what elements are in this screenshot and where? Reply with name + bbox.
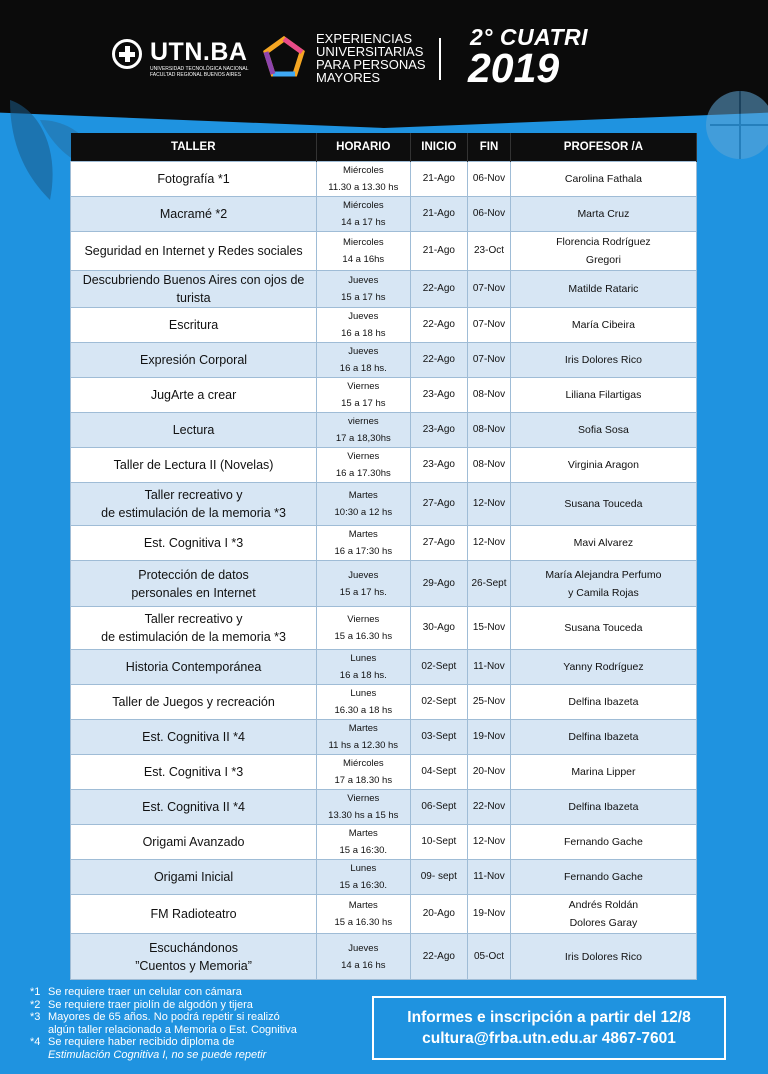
horario-cell-line: 15 a 17 hs.: [339, 586, 387, 598]
table-row: [71, 720, 697, 755]
horario-cell: [317, 448, 410, 483]
profesor-cell-line: Marta Cruz: [577, 208, 630, 220]
program-title-line: PARA PERSONAS: [316, 57, 426, 72]
horario-cell-line: 11 hs a 12.30 hs: [328, 740, 399, 751]
horario-cell: [317, 650, 410, 685]
horario-cell: [317, 790, 410, 825]
fin-cell: 07-Nov: [468, 343, 511, 378]
taller-cell: [71, 162, 317, 197]
horario-cell-line: 17 a 18.30 hs: [334, 775, 393, 786]
taller-cell-line: Taller de Lectura II (Novelas): [113, 458, 274, 472]
table-row: [71, 755, 697, 790]
profesor-cell: [510, 197, 696, 232]
inicio-cell: 30-Ago: [410, 607, 468, 650]
inicio-cell: 29-Ago: [410, 561, 468, 607]
program-logo-icon: [262, 36, 306, 80]
program-title-line: UNIVERSITARIAS: [316, 44, 424, 59]
taller-cell: [71, 448, 317, 483]
fin-cell: 05-Oct: [468, 934, 511, 980]
inicio-cell: 09- sept: [410, 860, 468, 895]
profesor-cell-line: y Camila Rojas: [568, 586, 639, 599]
inicio-cell: 10-Sept: [410, 825, 468, 860]
inicio-cell: 27-Ago: [410, 526, 468, 561]
footnote: [30, 986, 360, 999]
fin-cell: 07-Nov: [468, 308, 511, 343]
decorative-globe: [690, 80, 768, 160]
profesor-cell-line: Mavi Alvarez: [573, 537, 634, 549]
utn-sub-line: FACULTAD REGIONAL BUENOS AIRES: [150, 72, 242, 78]
horario-cell-line: Jueves: [348, 942, 379, 954]
taller-cell: [71, 860, 317, 895]
utn-emblem-icon: [112, 39, 142, 69]
taller-cell: [71, 934, 317, 980]
horario-cell-line: 14 a 16hs: [342, 254, 385, 265]
table-row: [71, 650, 697, 685]
profesor-cell-line: Susana Touceda: [564, 622, 643, 634]
taller-cell-line: Macramé *2: [159, 207, 228, 221]
taller-cell: [71, 561, 317, 607]
profesor-cell-line: María Cibeira: [571, 319, 635, 331]
horario-cell-line: Lunes: [350, 653, 377, 664]
program-title: [316, 32, 436, 84]
horario-cell: [317, 162, 410, 197]
inicio-cell: 02-Sept: [410, 685, 468, 720]
taller-cell-line: Lectura: [172, 423, 215, 437]
horario-cell: [317, 685, 410, 720]
profesor-cell: [510, 860, 696, 895]
footnote-text: algún taller relacionado a Memoria o Est. Cognitiva: [48, 1023, 297, 1036]
horario-cell-line: 16 a 17:30 hs: [334, 546, 393, 557]
taller-cell: [71, 755, 317, 790]
horario-cell: [317, 343, 410, 378]
table-row: [71, 343, 697, 378]
horario-cell: [317, 413, 410, 448]
horario-cell-line: Viernes: [347, 793, 380, 804]
profesor-cell-line: Iris Dolores Rico: [564, 354, 642, 366]
profesor-cell: [510, 790, 696, 825]
fin-cell: 15-Nov: [468, 607, 511, 650]
horario-cell-line: 13.30 hs a 15 hs: [328, 810, 399, 821]
horario-cell: [317, 561, 410, 607]
horario-cell-line: 16 a 18 hs: [341, 328, 386, 339]
profesor-cell-line: Andrés Roldán: [568, 899, 639, 911]
horario-cell-line: 11.30 a 13.30 hs: [328, 182, 399, 193]
fin-cell: 08-Nov: [468, 448, 511, 483]
taller-cell: [71, 343, 317, 378]
utn-subtitle: [150, 66, 260, 78]
info-contact[interactable]: cultura@frba.utn.edu.ar 4867-7601: [422, 1030, 676, 1047]
profesor-cell-line: Sofia Sosa: [578, 424, 629, 436]
taller-cell: [71, 825, 317, 860]
inicio-cell: 22-Ago: [410, 308, 468, 343]
taller-cell: [71, 308, 317, 343]
footnote-mark: *2: [30, 998, 41, 1011]
horario-cell-line: 17 a 18,30hs: [335, 433, 391, 444]
horario-cell-line: 16 a 17.30hs: [335, 468, 391, 479]
table-row: [71, 685, 697, 720]
fin-cell: 22-Nov: [468, 790, 511, 825]
inicio-cell: 04-Sept: [410, 755, 468, 790]
inicio-cell: 22-Ago: [410, 343, 468, 378]
inicio-cell: 27-Ago: [410, 483, 468, 526]
profesor-cell: [510, 650, 696, 685]
horario-cell-line: 16 a 18 hs.: [339, 670, 387, 681]
table-row: [71, 271, 697, 308]
profesor-cell-line: Dolores Garay: [569, 917, 638, 929]
taller-cell: [71, 232, 317, 271]
inicio-cell: 02-Sept: [410, 650, 468, 685]
utn-sub-line: UNIVERSIDAD TECNOLÓGICA NACIONAL: [150, 66, 249, 72]
horario-cell: [317, 755, 410, 790]
table-row: [71, 825, 697, 860]
fin-cell: 11-Nov: [468, 650, 511, 685]
table-row: [71, 413, 697, 448]
utn-name: UTN.BA: [150, 38, 248, 66]
horario-cell-line: Martes: [348, 900, 378, 911]
table-row: [71, 790, 697, 825]
profesor-cell: [510, 232, 696, 271]
taller-cell: [71, 378, 317, 413]
horario-cell-line: Miércoles: [342, 758, 384, 769]
taller-cell-line: Taller de Juegos y recreación: [112, 695, 275, 709]
fin-cell: 12-Nov: [468, 825, 511, 860]
taller-cell-line: Seguridad en Internet y Redes sociales: [84, 244, 303, 258]
taller-cell-line: Escritura: [168, 318, 219, 332]
program-title-line: MAYORES: [316, 70, 381, 85]
fin-cell: 25-Nov: [468, 685, 511, 720]
profesor-cell-line: Iris Dolores Rico: [564, 950, 642, 963]
horario-cell-line: Martes: [348, 828, 378, 839]
horario-cell: [317, 934, 410, 980]
fin-cell: 20-Nov: [468, 755, 511, 790]
inicio-cell: 21-Ago: [410, 197, 468, 232]
profesor-cell-line: Florencia Rodríguez: [556, 236, 651, 248]
horario-cell-line: Miércoles: [342, 165, 384, 176]
horario-cell-line: 15 a 16.30 hs: [334, 917, 393, 928]
horario-cell-line: Lunes: [350, 863, 377, 874]
horario-cell: [317, 378, 410, 413]
fin-cell: 11-Nov: [468, 860, 511, 895]
info-box: [372, 996, 726, 1060]
fin-cell: 12-Nov: [468, 483, 511, 526]
profesor-cell: [510, 934, 696, 980]
inicio-cell: 20-Ago: [410, 895, 468, 934]
table-row: [71, 607, 697, 650]
col-header-horario: HORARIO: [317, 133, 410, 162]
profesor-cell: [510, 561, 696, 607]
taller-cell-line: Origami Avanzado: [142, 835, 245, 849]
horario-cell-line: 15 a 17 hs: [341, 398, 386, 409]
taller-cell-line: personales en Internet: [131, 585, 256, 600]
term-year: 2019: [468, 45, 560, 91]
table-row: [71, 934, 697, 980]
taller-cell-line: Escuchándonos: [149, 940, 239, 955]
inicio-cell: 22-Ago: [410, 934, 468, 980]
fin-cell: 08-Nov: [468, 413, 511, 448]
profesor-cell: [510, 413, 696, 448]
col-header-fin: FIN: [468, 133, 511, 162]
horario-cell-line: Martes: [348, 529, 378, 540]
horario-cell-line: 14 a 17 hs: [341, 217, 386, 228]
horario-cell-line: Martes: [348, 490, 378, 501]
taller-cell: [71, 650, 317, 685]
footnote: [30, 999, 360, 1012]
horario-cell: [317, 483, 410, 526]
horario-cell: [317, 271, 410, 308]
table-row: [71, 860, 697, 895]
term-label: 2° CUATRI: [470, 24, 589, 50]
profesor-cell-line: María Alejandra Perfumo: [545, 568, 662, 581]
footnote-text: Estimulación Cognitiva I, no se puede repetir: [48, 1048, 267, 1061]
horario-cell: [317, 308, 410, 343]
taller-cell-line: de estimulación de la memoria *3: [101, 630, 286, 644]
horario-cell-line: Martes: [348, 723, 378, 734]
inicio-cell: 21-Ago: [410, 162, 468, 197]
table-row: [71, 895, 697, 934]
horario-cell-line: 15 a 16:30.: [339, 845, 388, 856]
profesor-cell-line: Liliana Filartigas: [565, 389, 642, 401]
table-header-row: [71, 133, 697, 162]
table-row: [71, 378, 697, 413]
horario-cell-line: 15 a 16:30.: [339, 880, 388, 891]
table-row: [71, 308, 697, 343]
horario-cell-line: 16.30 a 18 hs: [334, 705, 393, 716]
horario-cell: [317, 197, 410, 232]
table-row: [71, 448, 697, 483]
taller-cell-line: Fotografía *1: [157, 172, 230, 186]
taller-cell-line: Est. Cognitiva I *3: [143, 765, 244, 779]
taller-cell-line: Est. Cognitiva I *3: [143, 536, 244, 550]
horario-cell: [317, 825, 410, 860]
taller-cell: [71, 413, 317, 448]
fin-cell: 06-Nov: [468, 162, 511, 197]
taller-cell-line: de estimulación de la memoria *3: [101, 506, 286, 520]
inicio-cell: 23-Ago: [410, 413, 468, 448]
profesor-cell: [510, 825, 696, 860]
profesor-cell: [510, 685, 696, 720]
taller-cell-line: Taller recreativo y: [144, 612, 243, 626]
fin-cell: 08-Nov: [468, 378, 511, 413]
footnote-mark: *3: [30, 1011, 41, 1023]
footnote: [30, 1011, 360, 1024]
profesor-cell-line: Delfina Ibazeta: [568, 696, 639, 708]
horario-cell: [317, 895, 410, 934]
inicio-cell: 23-Ago: [410, 378, 468, 413]
horario-cell-line: Miércoles: [342, 200, 384, 211]
footnote-text: Se requiere traer piolín de algodón y tijera: [48, 998, 253, 1011]
taller-cell-line: Protección de datos: [138, 567, 249, 582]
horario-cell: [317, 526, 410, 561]
schedule-table: [70, 133, 697, 980]
taller-cell-line: Est. Cognitiva II *4: [142, 730, 245, 744]
fin-cell: 06-Nov: [468, 197, 511, 232]
horario-cell-line: Viernes: [347, 381, 380, 392]
taller-cell: [71, 271, 317, 308]
taller-cell-line: ”Cuentos y Memoria”: [135, 958, 252, 973]
horario-cell: [317, 232, 410, 271]
footnote: [30, 1036, 360, 1049]
footnotes: [30, 986, 360, 1061]
profesor-cell-line: Fernando Gache: [564, 836, 643, 848]
fin-cell: 26-Sept: [468, 561, 511, 607]
col-header-inicio: INICIO: [410, 133, 468, 162]
horario-cell-line: 16 a 18 hs.: [339, 363, 387, 374]
profesor-cell-line: Carolina Fathala: [564, 173, 642, 185]
footnote-mark: *4: [30, 1036, 41, 1048]
taller-cell: [71, 685, 317, 720]
taller-cell-line: Expresión Corporal: [140, 353, 248, 367]
fin-cell: 12-Nov: [468, 526, 511, 561]
profesor-cell: [510, 607, 696, 650]
profesor-cell-line: Gregori: [585, 254, 621, 266]
profesor-cell: [510, 162, 696, 197]
col-header-profesor: PROFESOR /A: [510, 133, 696, 162]
inicio-cell: 03-Sept: [410, 720, 468, 755]
horario-cell-line: 10:30 a 12 hs: [334, 507, 393, 518]
footnote-mark: *1: [30, 986, 41, 998]
taller-cell-line: Taller recreativo y: [144, 488, 243, 502]
horario-cell: [317, 720, 410, 755]
inicio-cell: 06-Sept: [410, 790, 468, 825]
horario-cell-line: Jueves: [348, 311, 379, 322]
col-header-taller: TALLER: [71, 133, 317, 162]
profesor-cell: [510, 526, 696, 561]
fin-cell: 19-Nov: [468, 720, 511, 755]
profesor-cell: [510, 895, 696, 934]
fin-cell: 19-Nov: [468, 895, 511, 934]
header-divider: [439, 38, 441, 80]
taller-cell-line: JugArte a crear: [150, 388, 237, 402]
horario-cell: [317, 860, 410, 895]
info-registration: Informes e inscripción a partir del 12/8: [407, 1009, 691, 1026]
horario-cell-line: Miercoles: [342, 237, 384, 248]
profesor-cell-line: Susana Touceda: [564, 498, 643, 510]
taller-cell: [71, 607, 317, 650]
inicio-cell: 21-Ago: [410, 232, 468, 271]
profesor-cell: [510, 483, 696, 526]
profesor-cell-line: Marina Lipper: [571, 766, 636, 778]
taller-cell: [71, 790, 317, 825]
taller-cell: [71, 526, 317, 561]
taller-cell: [71, 197, 317, 232]
profesor-cell-line: Matilde Rataric: [568, 283, 639, 295]
profesor-cell-line: Yanny Rodríguez: [563, 661, 644, 673]
horario-cell-line: Jueves: [348, 275, 379, 286]
taller-cell-line: Est. Cognitiva II *4: [142, 800, 245, 814]
taller-cell-line: Origami Inicial: [153, 870, 234, 884]
footnote-text: Mayores de 65 años. No podrá repetir si realizó: [48, 1011, 280, 1023]
horario-cell-line: 15 a 16.30 hs: [334, 631, 393, 642]
table-body: [71, 162, 697, 980]
table-row: [71, 162, 697, 197]
utn-logo: [112, 36, 262, 80]
table-row: [71, 526, 697, 561]
profesor-cell: [510, 271, 696, 308]
inicio-cell: 23-Ago: [410, 448, 468, 483]
profesor-cell: [510, 755, 696, 790]
profesor-cell-line: Delfina Ibazeta: [568, 731, 639, 743]
fin-cell: 23-Oct: [468, 232, 511, 271]
horario-cell-line: viernes: [347, 416, 379, 427]
footnote-text: Se requiere traer un celular con cámara: [48, 986, 242, 998]
table-row: [71, 197, 697, 232]
horario-cell: [317, 607, 410, 650]
horario-cell-line: 15 a 17 hs: [341, 292, 386, 303]
profesor-cell: [510, 308, 696, 343]
taller-cell: [71, 720, 317, 755]
program-title-line: EXPERIENCIAS: [316, 31, 413, 46]
taller-cell: [71, 895, 317, 934]
profesor-cell-line: Delfina Ibazeta: [568, 801, 639, 813]
horario-cell-line: Jueves: [348, 346, 379, 357]
taller-cell-line: Descubriendo Buenos Aires con ojos de turista: [82, 273, 305, 305]
profesor-cell: [510, 720, 696, 755]
horario-cell-line: Jueves: [348, 569, 379, 581]
profesor-cell-line: Fernando Gache: [564, 871, 643, 883]
horario-cell-line: Viernes: [347, 451, 380, 462]
horario-cell-line: 14 a 16 hs: [341, 959, 386, 971]
taller-cell-line: Historia Contemporánea: [125, 660, 262, 674]
profesor-cell: [510, 343, 696, 378]
horario-cell-line: Viernes: [347, 614, 380, 625]
profesor-cell: [510, 378, 696, 413]
table-row: [71, 232, 697, 271]
taller-cell-line: FM Radioteatro: [150, 907, 237, 921]
horario-cell-line: Lunes: [350, 688, 377, 699]
table-row: [71, 483, 697, 526]
profesor-cell: [510, 448, 696, 483]
inicio-cell: 22-Ago: [410, 271, 468, 308]
taller-cell: [71, 483, 317, 526]
footnote-text: Se requiere haber recibido diploma de: [48, 1036, 235, 1048]
table-row: [71, 561, 697, 607]
fin-cell: 07-Nov: [468, 271, 511, 308]
profesor-cell-line: Virginia Aragon: [567, 459, 639, 471]
